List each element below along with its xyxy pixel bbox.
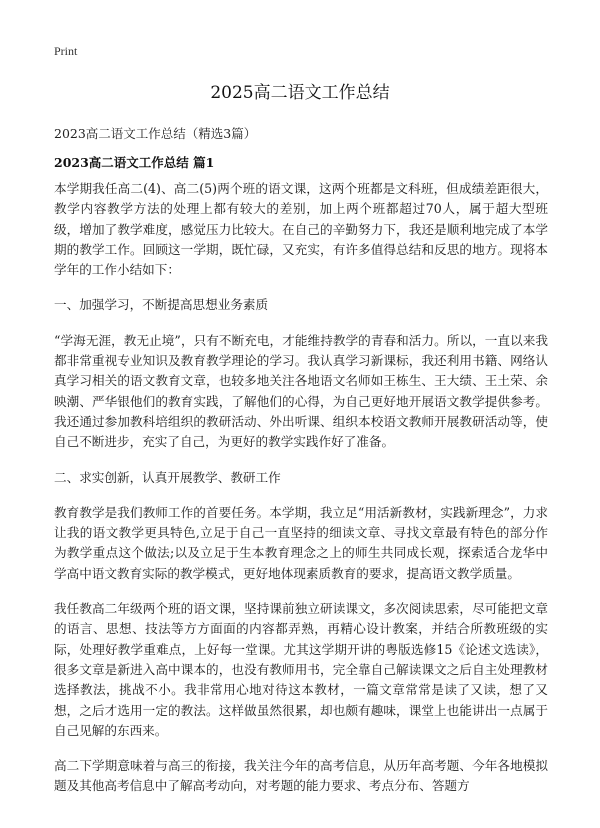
document-body — [54, 179, 548, 812]
page-title: 2025高二语文工作总结 — [210, 83, 390, 103]
body-paragraph: 我任教高二年级两个班的语文课，坚持课前独立研读课文，多次阅读思索，尽可能把文章的语言、思想、技法等方方面面的内容都弄熟，再精心设计教案，并结合所教班级的实际，处理好教学重难点，上好每一堂课。尤其这学期开讲的粤版选修15《论述文选读》，很多文章是新进入高中课本的，也没有教师用书，完全靠自己解读课文之后自主处理教材选择教法，挑战不小。我非常用心地对待这本教材，一篇文章常常是读了又读，想了又想，之后才选用一定的教法。这样做虽然很累，却也颇有趣味，课堂上也能讲出一点属于自己见解的东西来。 — [54, 601, 548, 738]
body-paragraph: 高二下学期意味着与高三的衔接，我关注今年的高考信息，从历年高考题、今年各地模拟题及其他高考信息中了解高考动向，对考题的能力要求、考点分布、答题方 — [54, 758, 548, 794]
section-heading: 2023高二语文工作总结 篇1 — [54, 155, 215, 170]
sub-heading: 二、求实创新，认真开展教学、教研工作 — [54, 469, 281, 485]
body-paragraph: 教育教学是我们教师工作的首要任务。本学期，我立足“用活新教材，实践新理念”，力求让我的语文教学更具特色,立足于自己一直坚持的细读文章、寻找文章最有特色的部分作为教学重点这个做法;以及立足于生本教育理念之上的师生共同成长观，探索适合龙华中学高中语文教育实际的教学模式，更好地体现素质教育的要求，提高语文教学质量。 — [54, 504, 548, 581]
body-paragraph: 本学期我任高二(4)、高二(5)两个班的语文课，这两个班都是文科班，但成绩差距很大，教学内容教学方法的处理上都有较大的差别，加上两个班都超过70人，属于超大型班级，增加了教学难度，感觉压力比较大。在自己的辛勤努力下，我还是顺利地完成了本学期的教学工作。回顾这一学期，既忙碌，又充实，有许多值得总结和反思的地方。现将本学年的工作小结如下： — [54, 181, 548, 278]
body-paragraph: “学海无涯，教无止境”，只有不断充电，才能维持教学的青春和活力。所以，一直以来我都非常重视专业知识及教育教学理论的学习。我认真学习新课标，我还利用书籍、网络认真学习相关的语文教育文章，也较多地关注各地语文名师如王栋生、王大绩、王土荣、余映潮、严华银他们的教育实践，了解他们的心得，为自己更好地开展语文教学提供参考。我还通过参加教科培组织的教研活动、外出听课、组织本校语文教师开展教研活动等，使自己不断进步，充实了自己，为更好的教学实践作好了准备。 — [54, 332, 548, 450]
document-subtitle: 2023高二语文工作总结（精选3篇） — [54, 126, 257, 141]
print-label: Print — [54, 44, 78, 58]
sub-heading: 一、加强学习，不断提高思想业务素质 — [54, 297, 269, 313]
